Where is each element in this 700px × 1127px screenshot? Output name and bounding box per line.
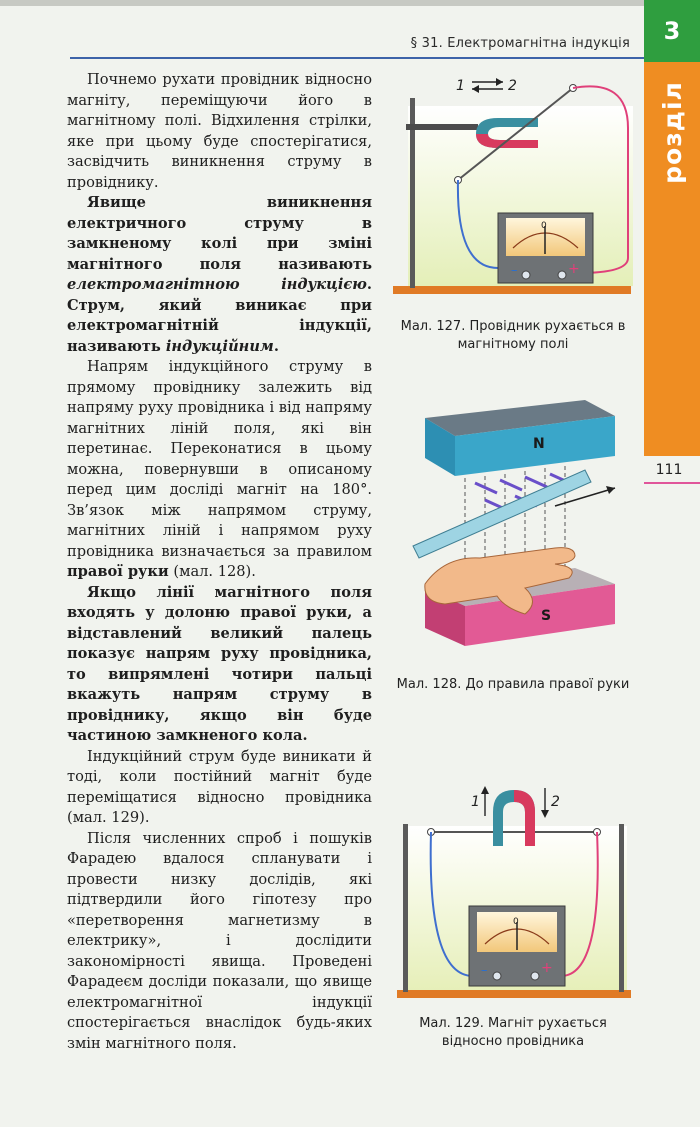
fig129-post-left	[403, 824, 408, 992]
fig129-minus-label: –	[481, 963, 488, 978]
top-strip	[0, 0, 660, 6]
fig129-terminal-plus	[531, 972, 539, 980]
paragraph-5: Індукційний струм буде виникати й тоді, коли постійний магніт буде переміщатися відносно провідника (мал. 129).	[67, 747, 372, 826]
paragraph-2-definition	[67, 193, 372, 357]
fig129-arrowhead-down	[541, 810, 549, 818]
fig129-terminal-minus	[493, 972, 501, 980]
page-number: 111	[655, 462, 683, 478]
fig129-base	[397, 990, 631, 998]
paragraph-3-text-b: (мал. 128).	[168, 563, 256, 580]
paragraph-1: Почнемо рухати провідник відносно магніту, переміщуючи його в магнітному полі. Відхилення стрілки, яке при цьому буде спостерігатися, засвідчить виникнення струму в провіднику.	[67, 71, 372, 191]
definition-text-b: . Струм, який виникає при електромагнітній індукції, називають	[67, 276, 372, 355]
figure-129-illustration	[393, 776, 635, 1006]
section-label	[644, 62, 700, 202]
term-electromagnetic-induction: електромагнітною індукцією	[67, 276, 367, 293]
fig128-conductor-rod	[413, 470, 591, 558]
main-text-column	[67, 70, 372, 1054]
fig127-plus-label: +	[568, 261, 580, 277]
fig127-terminal-plus	[558, 271, 566, 279]
fig127-gauge-zero: 0	[541, 221, 547, 231]
term-right-hand: правої руки	[67, 563, 169, 580]
term-induction-current: індукційним	[165, 337, 274, 355]
section-label-text: розділ	[657, 80, 687, 184]
figure-129-caption: Мал. 129. Магніт рухається відносно провідника	[419, 1016, 607, 1049]
figure-127-caption: Мал. 127. Провідник рухається в магнітному полі	[400, 319, 626, 352]
fig127-arrowhead-right	[496, 78, 503, 86]
fig128-south-label: S	[541, 608, 552, 624]
figure-128-caption: Мал. 128. До правила правої руки	[396, 677, 630, 692]
figure-127-illustration	[388, 68, 638, 303]
header-rule	[70, 57, 644, 59]
page-header-title: § 31. Електромагнітна індукція	[410, 36, 630, 51]
fig129-gauge-zero: 0	[513, 917, 519, 927]
fig127-arrowhead-left	[472, 85, 479, 93]
fig127-minus-label: –	[511, 263, 518, 278]
definition-text-a: Явище виникнення електричного струму в замкненому колі при зміні магнітного поля називають	[67, 194, 372, 273]
section-number-tab: 3	[644, 0, 700, 62]
page-number-rule	[644, 482, 700, 484]
fig127-terminal-minus	[522, 271, 530, 279]
fig129-plus-label: +	[541, 960, 553, 976]
paragraph-3	[67, 357, 372, 583]
fig129-post-right	[619, 824, 624, 992]
fig129-direction-1: 1	[471, 794, 480, 810]
paragraph-3-text-a: Напрям індукційного струму в прямому провіднику залежить від напряму руху провідника і від напряму магнітних ліній поля, які він перетинає. Переконатися в цьому можна, повернувши в описаному перед цим досліді магніт на 180°. Зв’язок між напрямом струму, магнітних ліній і напрямом руху провідника визначається за правилом	[67, 358, 372, 560]
paragraph-4-rule: Якщо лінії магнітного поля входять у долоню правої руки, а відставлений великий палець показує напрям руху провідника, то випрямлені чотири пальці вкажуть напрям струму в провіднику, якщо він буде частиною замкненого кола.	[67, 583, 372, 744]
fig127-direction-2: 2	[508, 78, 517, 94]
definition-end: .	[273, 337, 279, 355]
figure-128-illustration	[405, 388, 630, 660]
fig127-direction-1: 1	[456, 78, 465, 94]
fig127-base	[393, 286, 631, 294]
fig127-clamp	[406, 124, 478, 130]
fig129-direction-2: 2	[551, 794, 560, 810]
fig128-north-label: N	[533, 436, 545, 452]
paragraph-6: Після численних спроб і пошуків Фарадею вдалося спланувати і провести низку дослідів, які підтвердили його гіпотезу про «перетворення магнетизму в електрику», і дослідити закономірності явища. Проведені Фарадеєм досліди показали, що явище електромагнітної індукції спостерігається внаслідок будь-яких змін магнітного поля.	[67, 829, 372, 1052]
fig129-arrowhead-up	[481, 786, 489, 794]
